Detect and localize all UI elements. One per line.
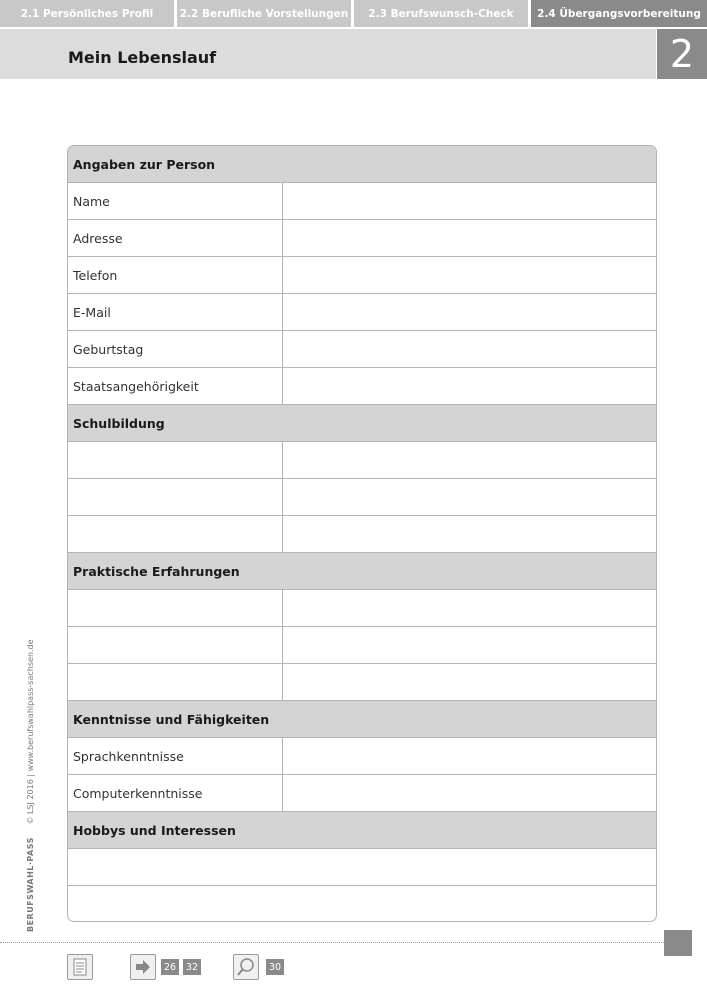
tab-berufswunsch-check[interactable]: 2.3 Berufswunsch-Check xyxy=(354,0,528,27)
practice-period-field[interactable] xyxy=(68,590,283,626)
side-copyright xyxy=(26,639,35,932)
arrow-right-icon[interactable] xyxy=(130,954,156,980)
reference-number[interactable]: 26 xyxy=(161,959,179,975)
footer-divider xyxy=(0,942,664,943)
section-hobbys: Hobbys und Interessen xyxy=(68,812,656,849)
tab-berufliche-vorstellungen[interactable]: 2.2 Berufliche Vorstellungen xyxy=(177,0,351,27)
form-row-practice-1 xyxy=(68,590,656,627)
field-label: Adresse xyxy=(68,220,283,256)
section-kenntnisse: Kenntnisse und Fähigkeiten xyxy=(68,701,656,738)
field-label: Computerkenntnisse xyxy=(68,775,283,811)
page-corner-box xyxy=(664,930,692,956)
field-label: Staatsangehörigkeit xyxy=(68,368,283,404)
page-title: Mein Lebenslauf xyxy=(68,48,217,67)
practice-detail-field[interactable] xyxy=(283,590,656,626)
brand-logo: BERUFSWAHL·PASS xyxy=(26,837,35,932)
reference-number[interactable]: 32 xyxy=(183,959,201,975)
search-icon-glyph xyxy=(234,955,258,979)
school-detail-field[interactable] xyxy=(283,479,656,515)
form-row-name xyxy=(68,183,656,220)
hobbies-field[interactable] xyxy=(68,849,656,885)
form-row-practice-3 xyxy=(68,664,656,701)
field-label: E-Mail xyxy=(68,294,283,330)
form-row-sprachkenntnisse xyxy=(68,738,656,775)
form-row-staatsangehoerigkeit xyxy=(68,368,656,405)
field-label: Geburtstag xyxy=(68,331,283,367)
nationality-field[interactable] xyxy=(283,368,656,404)
form-row-computerkenntnisse xyxy=(68,775,656,812)
field-label: Telefon xyxy=(68,257,283,293)
school-detail-field[interactable] xyxy=(283,442,656,478)
field-label: Name xyxy=(68,183,283,219)
practice-period-field[interactable] xyxy=(68,627,283,663)
practice-detail-field[interactable] xyxy=(283,664,656,700)
school-period-field[interactable] xyxy=(68,442,283,478)
practice-period-field[interactable] xyxy=(68,664,283,700)
form-row-email xyxy=(68,294,656,331)
section-schulbildung: Schulbildung xyxy=(68,405,656,442)
languages-field[interactable] xyxy=(283,738,656,774)
address-field[interactable] xyxy=(283,220,656,256)
arrow-right-icon-glyph xyxy=(131,955,155,979)
section-praktische-erfahrungen: Praktische Erfahrungen xyxy=(68,553,656,590)
field-label: Sprachkenntnisse xyxy=(68,738,283,774)
form-row-practice-2 xyxy=(68,627,656,664)
form-row-hobbys-1 xyxy=(68,849,656,886)
search-reference-number[interactable]: 30 xyxy=(266,959,284,975)
form-row-telefon xyxy=(68,257,656,294)
chapter-number: 2 xyxy=(657,29,707,79)
tab-persoenliches-profil[interactable]: 2.1 Persönliches Profil xyxy=(0,0,174,27)
practice-detail-field[interactable] xyxy=(283,627,656,663)
chapter-tabs xyxy=(0,0,707,27)
form-row-adresse xyxy=(68,220,656,257)
section-angaben-zur-person: Angaben zur Person xyxy=(68,146,656,183)
form-row-geburtstag xyxy=(68,331,656,368)
email-field[interactable] xyxy=(283,294,656,330)
name-field[interactable] xyxy=(283,183,656,219)
search-icon[interactable] xyxy=(233,954,259,980)
cv-form xyxy=(67,145,657,922)
school-detail-field[interactable] xyxy=(283,516,656,552)
birthday-field[interactable] xyxy=(283,331,656,367)
document-icon[interactable] xyxy=(67,954,93,980)
school-period-field[interactable] xyxy=(68,479,283,515)
form-row-school-3 xyxy=(68,516,656,553)
tab-uebergangsvorbereitung[interactable]: 2.4 Übergangsvorbereitung xyxy=(531,0,707,27)
copyright-text: © LSJ 2016 | www.berufswahlpass-sachsen.de xyxy=(26,639,35,825)
school-period-field[interactable] xyxy=(68,516,283,552)
form-row-school-1 xyxy=(68,442,656,479)
phone-field[interactable] xyxy=(283,257,656,293)
computer-skills-field[interactable] xyxy=(283,775,656,811)
hobbies-field[interactable] xyxy=(68,886,656,922)
form-row-hobbys-2 xyxy=(68,886,656,922)
document-icon-glyph xyxy=(68,955,92,979)
form-row-school-2 xyxy=(68,479,656,516)
